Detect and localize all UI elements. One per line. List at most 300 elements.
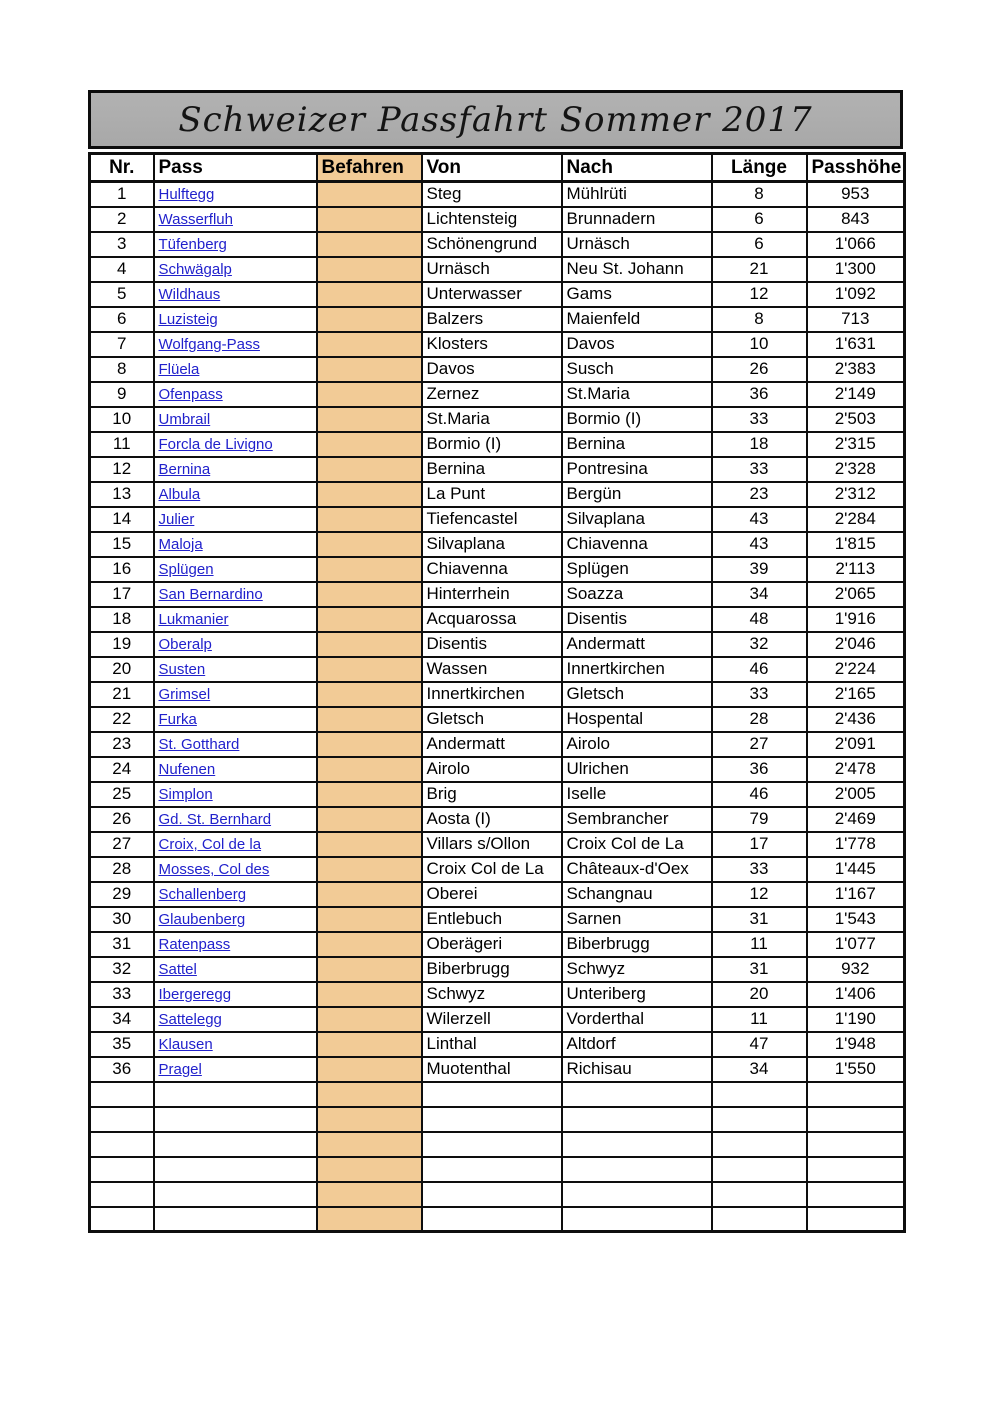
pass-link[interactable]: Tüfenberg <box>158 236 227 253</box>
nr-cell <box>90 1082 154 1107</box>
nach-cell: Neu St. Johann <box>562 257 712 282</box>
von-cell <box>422 1207 562 1232</box>
laenge-cell: 34 <box>712 582 807 607</box>
pass-link[interactable]: Ibergeregg <box>158 986 232 1003</box>
passhoehe-cell: 1'631 <box>807 332 905 357</box>
pass-link[interactable]: Splügen <box>158 561 214 578</box>
befahren-cell[interactable] <box>317 482 422 507</box>
nr-cell: 28 <box>90 857 154 882</box>
laenge-cell: 27 <box>712 732 807 757</box>
nr-cell <box>90 1157 154 1182</box>
nr-cell <box>90 1207 154 1232</box>
befahren-cell[interactable] <box>317 457 422 482</box>
nach-cell <box>562 1132 712 1157</box>
von-cell: Andermatt <box>422 732 562 757</box>
passhoehe-cell: 1'066 <box>807 232 905 257</box>
nach-cell: Gams <box>562 282 712 307</box>
table-row <box>90 332 905 357</box>
laenge-cell: 17 <box>712 832 807 857</box>
passhoehe-cell: 953 <box>807 182 905 207</box>
nach-cell: Iselle <box>562 782 712 807</box>
nach-cell: Unteriberg <box>562 982 712 1007</box>
passhoehe-cell: 2'469 <box>807 807 905 832</box>
pass-cell <box>154 657 317 682</box>
passhoehe-cell: 2'383 <box>807 357 905 382</box>
table-row <box>90 232 905 257</box>
pass-link[interactable]: Lukmanier <box>158 611 229 628</box>
pass-cell <box>154 457 317 482</box>
table-row <box>90 357 905 382</box>
passhoehe-cell: 2'284 <box>807 507 905 532</box>
table-row <box>90 1107 905 1132</box>
laenge-cell: 43 <box>712 532 807 557</box>
nach-cell: Altdorf <box>562 1032 712 1057</box>
pass-link[interactable]: Furka <box>158 711 197 728</box>
sheet-title-bar <box>88 90 903 149</box>
pass-cell <box>154 1207 317 1232</box>
nach-cell: Davos <box>562 332 712 357</box>
befahren-cell[interactable] <box>317 407 422 432</box>
von-cell: Klosters <box>422 332 562 357</box>
passhoehe-cell: 1'916 <box>807 607 905 632</box>
nach-cell: Susch <box>562 357 712 382</box>
passhoehe-cell: 1'445 <box>807 857 905 882</box>
nach-cell: Innertkirchen <box>562 657 712 682</box>
passhoehe-cell <box>807 1182 905 1207</box>
nr-cell: 30 <box>90 907 154 932</box>
laenge-cell: 28 <box>712 707 807 732</box>
nach-cell: Chiavenna <box>562 532 712 557</box>
von-cell: Balzers <box>422 307 562 332</box>
nr-cell: 20 <box>90 657 154 682</box>
befahren-cell[interactable] <box>317 557 422 582</box>
pass-link[interactable]: Sattel <box>158 961 197 978</box>
pass-link[interactable]: Maloja <box>158 536 203 553</box>
befahren-cell[interactable] <box>317 357 422 382</box>
pass-cell <box>154 507 317 532</box>
pass-link[interactable]: Simplon <box>158 786 213 803</box>
column-header-befahren: Befahren <box>317 154 422 182</box>
table-row <box>90 532 905 557</box>
table-row <box>90 782 905 807</box>
von-cell: Davos <box>422 357 562 382</box>
nr-cell: 2 <box>90 207 154 232</box>
table-row <box>90 257 905 282</box>
befahren-cell[interactable] <box>317 782 422 807</box>
von-cell <box>422 1132 562 1157</box>
nr-cell: 26 <box>90 807 154 832</box>
nr-cell: 25 <box>90 782 154 807</box>
passhoehe-cell: 2'149 <box>807 382 905 407</box>
pass-link[interactable]: Susten <box>158 661 206 678</box>
pass-cell <box>154 632 317 657</box>
column-header-pass: Pass <box>154 154 317 182</box>
befahren-cell[interactable] <box>317 432 422 457</box>
table-row <box>90 282 905 307</box>
befahren-cell[interactable] <box>317 657 422 682</box>
laenge-cell: 6 <box>712 232 807 257</box>
nach-cell: Gletsch <box>562 682 712 707</box>
passhoehe-cell: 1'948 <box>807 1032 905 1057</box>
nr-cell: 27 <box>90 832 154 857</box>
table-row <box>90 432 905 457</box>
von-cell: Urnäsch <box>422 257 562 282</box>
passhoehe-cell: 2'224 <box>807 657 905 682</box>
nach-cell <box>562 1107 712 1132</box>
befahren-cell[interactable] <box>317 807 422 832</box>
nr-cell: 35 <box>90 1032 154 1057</box>
nr-cell: 16 <box>90 557 154 582</box>
befahren-cell[interactable] <box>317 507 422 532</box>
table-row <box>90 682 905 707</box>
pass-cell <box>154 1007 317 1032</box>
pass-link[interactable]: Forcla de Livigno <box>158 436 273 453</box>
von-cell: Muotenthal <box>422 1057 562 1082</box>
laenge-cell: 39 <box>712 557 807 582</box>
table-row <box>90 382 905 407</box>
nach-cell: Ulrichen <box>562 757 712 782</box>
laenge-cell: 32 <box>712 632 807 657</box>
pass-link[interactable]: Glaubenberg <box>158 911 246 928</box>
laenge-cell: 20 <box>712 982 807 1007</box>
table-row <box>90 482 905 507</box>
table-row <box>90 907 905 932</box>
pass-cell <box>154 207 317 232</box>
von-cell: Entlebuch <box>422 907 562 932</box>
pass-cell <box>154 382 317 407</box>
passhoehe-cell: 1'190 <box>807 1007 905 1032</box>
table-row <box>90 1032 905 1057</box>
nach-cell: Brunnadern <box>562 207 712 232</box>
laenge-cell: 47 <box>712 1032 807 1057</box>
laenge-cell <box>712 1082 807 1107</box>
passhoehe-cell: 2'113 <box>807 557 905 582</box>
pass-link[interactable]: Bernina <box>158 461 211 478</box>
pass-link[interactable]: Ofenpass <box>158 386 223 403</box>
laenge-cell: 48 <box>712 607 807 632</box>
laenge-cell: 12 <box>712 282 807 307</box>
befahren-cell[interactable] <box>317 1157 422 1182</box>
nr-cell: 15 <box>90 532 154 557</box>
laenge-cell: 46 <box>712 782 807 807</box>
befahren-cell[interactable] <box>317 257 422 282</box>
nr-cell: 19 <box>90 632 154 657</box>
pass-cell <box>154 832 317 857</box>
befahren-cell[interactable] <box>317 307 422 332</box>
von-cell <box>422 1157 562 1182</box>
pass-cell <box>154 332 317 357</box>
nach-cell: Vorderthal <box>562 1007 712 1032</box>
nach-cell: Biberbrugg <box>562 932 712 957</box>
nr-cell: 23 <box>90 732 154 757</box>
table-row <box>90 1057 905 1082</box>
nach-cell: Hospental <box>562 707 712 732</box>
nr-cell: 11 <box>90 432 154 457</box>
laenge-cell: 21 <box>712 257 807 282</box>
laenge-cell <box>712 1182 807 1207</box>
pass-cell <box>154 882 317 907</box>
befahren-cell[interactable] <box>317 382 422 407</box>
table-row <box>90 982 905 1007</box>
column-header-passhoehe: Passhöhe <box>807 154 905 182</box>
nr-cell: 9 <box>90 382 154 407</box>
laenge-cell: 12 <box>712 882 807 907</box>
pass-cell <box>154 807 317 832</box>
passhoehe-cell: 2'478 <box>807 757 905 782</box>
von-cell: Wilerzell <box>422 1007 562 1032</box>
table-row <box>90 607 905 632</box>
laenge-cell <box>712 1207 807 1232</box>
von-cell: Schwyz <box>422 982 562 1007</box>
befahren-cell[interactable] <box>317 582 422 607</box>
pass-cell <box>154 407 317 432</box>
pass-link[interactable]: Albula <box>158 486 201 503</box>
pass-table <box>88 152 906 1233</box>
befahren-cell[interactable] <box>317 232 422 257</box>
table-row <box>90 407 905 432</box>
befahren-cell[interactable] <box>317 182 422 207</box>
nr-cell: 33 <box>90 982 154 1007</box>
laenge-cell: 33 <box>712 457 807 482</box>
nach-cell: Pontresina <box>562 457 712 482</box>
pass-cell <box>154 1157 317 1182</box>
befahren-cell[interactable] <box>317 282 422 307</box>
nach-cell: Croix Col de La <box>562 832 712 857</box>
passhoehe-cell: 2'005 <box>807 782 905 807</box>
von-cell: Silvaplana <box>422 532 562 557</box>
passhoehe-cell: 1'167 <box>807 882 905 907</box>
pass-link[interactable]: Sattelegg <box>158 1011 222 1028</box>
nr-cell: 6 <box>90 307 154 332</box>
befahren-cell[interactable] <box>317 607 422 632</box>
nr-cell: 13 <box>90 482 154 507</box>
nach-cell <box>562 1207 712 1232</box>
befahren-cell[interactable] <box>317 982 422 1007</box>
von-cell <box>422 1082 562 1107</box>
befahren-cell[interactable] <box>317 682 422 707</box>
pass-link[interactable]: Gd. St. Bernhard <box>158 811 272 828</box>
pass-cell <box>154 1057 317 1082</box>
table-row <box>90 707 905 732</box>
table-row <box>90 632 905 657</box>
von-cell: La Punt <box>422 482 562 507</box>
von-cell: Unterwasser <box>422 282 562 307</box>
table-row <box>90 1182 905 1207</box>
nach-cell: Sembrancher <box>562 807 712 832</box>
befahren-cell[interactable] <box>317 207 422 232</box>
pass-cell <box>154 432 317 457</box>
befahren-cell[interactable] <box>317 1057 422 1082</box>
pass-link[interactable]: San Bernardino <box>158 586 263 603</box>
pass-link[interactable]: Pragel <box>158 1061 202 1078</box>
pass-link[interactable]: Wasserfluh <box>158 211 233 228</box>
von-cell: Bernina <box>422 457 562 482</box>
befahren-cell[interactable] <box>317 1082 422 1107</box>
von-cell: Airolo <box>422 757 562 782</box>
nach-cell: Mühlrüti <box>562 182 712 207</box>
laenge-cell: 23 <box>712 482 807 507</box>
befahren-cell[interactable] <box>317 882 422 907</box>
passhoehe-cell: 713 <box>807 307 905 332</box>
laenge-cell: 31 <box>712 957 807 982</box>
pass-cell <box>154 532 317 557</box>
table-row <box>90 507 905 532</box>
nr-cell: 24 <box>90 757 154 782</box>
von-cell: Brig <box>422 782 562 807</box>
laenge-cell: 79 <box>712 807 807 832</box>
pass-cell <box>154 232 317 257</box>
von-cell: Zernez <box>422 382 562 407</box>
pass-sheet <box>88 90 903 1233</box>
befahren-cell[interactable] <box>317 857 422 882</box>
nr-cell: 1 <box>90 182 154 207</box>
table-row <box>90 1207 905 1232</box>
table-body <box>90 182 905 1232</box>
nr-cell <box>90 1182 154 1207</box>
laenge-cell: 33 <box>712 407 807 432</box>
passhoehe-cell: 1'406 <box>807 982 905 1007</box>
pass-cell <box>154 857 317 882</box>
nr-cell: 3 <box>90 232 154 257</box>
von-cell <box>422 1107 562 1132</box>
befahren-cell[interactable] <box>317 1032 422 1057</box>
von-cell: Aosta (I) <box>422 807 562 832</box>
pass-link[interactable]: Schallenberg <box>158 886 247 903</box>
laenge-cell <box>712 1132 807 1157</box>
table-row <box>90 657 905 682</box>
befahren-cell[interactable] <box>317 907 422 932</box>
nach-cell: Andermatt <box>562 632 712 657</box>
pass-link[interactable]: Julier <box>158 511 195 528</box>
laenge-cell: 43 <box>712 507 807 532</box>
von-cell: Oberägeri <box>422 932 562 957</box>
laenge-cell: 6 <box>712 207 807 232</box>
pass-link[interactable]: Schwägalp <box>158 261 232 278</box>
table-row <box>90 807 905 832</box>
pass-cell <box>154 307 317 332</box>
pass-cell <box>154 957 317 982</box>
pass-link[interactable]: Croix, Col de la <box>158 836 262 853</box>
passhoehe-cell: 2'315 <box>807 432 905 457</box>
table-row <box>90 582 905 607</box>
pass-link[interactable]: Wildhaus <box>158 286 221 303</box>
befahren-cell[interactable] <box>317 1207 422 1232</box>
pass-link[interactable]: Flüela <box>158 361 200 378</box>
table-row <box>90 182 905 207</box>
pass-link[interactable]: Luzisteig <box>158 311 218 328</box>
table-row <box>90 557 905 582</box>
befahren-cell[interactable] <box>317 1182 422 1207</box>
nr-cell: 21 <box>90 682 154 707</box>
pass-link[interactable]: Hulftegg <box>158 186 215 204</box>
table-row <box>90 457 905 482</box>
pass-link[interactable]: Umbrail <box>158 411 211 428</box>
befahren-cell[interactable] <box>317 707 422 732</box>
laenge-cell: 34 <box>712 1057 807 1082</box>
passhoehe-cell: 2'503 <box>807 407 905 432</box>
nr-cell: 8 <box>90 357 154 382</box>
nr-cell: 31 <box>90 932 154 957</box>
nr-cell: 34 <box>90 1007 154 1032</box>
befahren-cell[interactable] <box>317 732 422 757</box>
nach-cell: Disentis <box>562 607 712 632</box>
nach-cell: Airolo <box>562 732 712 757</box>
von-cell: St.Maria <box>422 407 562 432</box>
nach-cell: Urnäsch <box>562 232 712 257</box>
passhoehe-cell: 2'436 <box>807 707 905 732</box>
von-cell: Gletsch <box>422 707 562 732</box>
nach-cell: Richisau <box>562 1057 712 1082</box>
table-row <box>90 857 905 882</box>
pass-link[interactable]: St. Gotthard <box>158 736 240 753</box>
befahren-cell[interactable] <box>317 832 422 857</box>
laenge-cell: 10 <box>712 332 807 357</box>
column-header-von: Von <box>422 154 562 182</box>
befahren-cell[interactable] <box>317 957 422 982</box>
befahren-cell[interactable] <box>317 1007 422 1032</box>
table-row <box>90 1007 905 1032</box>
nach-cell: Schangnau <box>562 882 712 907</box>
column-header-nach: Nach <box>562 154 712 182</box>
befahren-cell[interactable] <box>317 532 422 557</box>
passhoehe-cell <box>807 1207 905 1232</box>
befahren-cell[interactable] <box>317 632 422 657</box>
pass-cell <box>154 257 317 282</box>
nach-cell: Bormio (I) <box>562 407 712 432</box>
nr-cell: 14 <box>90 507 154 532</box>
von-cell: Bormio (I) <box>422 432 562 457</box>
table-row <box>90 307 905 332</box>
befahren-cell[interactable] <box>317 757 422 782</box>
pass-link[interactable]: Ratenpass <box>158 936 231 953</box>
laenge-cell: 31 <box>712 907 807 932</box>
nr-cell: 22 <box>90 707 154 732</box>
pass-link[interactable]: Grimsel <box>158 686 211 703</box>
passhoehe-cell: 1'543 <box>807 907 905 932</box>
pass-cell <box>154 357 317 382</box>
befahren-cell[interactable] <box>317 1132 422 1157</box>
passhoehe-cell: 1'815 <box>807 532 905 557</box>
pass-link[interactable]: Klausen <box>158 1036 213 1053</box>
passhoehe-cell: 843 <box>807 207 905 232</box>
pass-link[interactable]: Oberalp <box>158 636 212 653</box>
pass-cell <box>154 282 317 307</box>
befahren-cell[interactable] <box>317 932 422 957</box>
von-cell: Schönengrund <box>422 232 562 257</box>
pass-link[interactable]: Wolfgang-Pass <box>158 336 260 353</box>
pass-link[interactable]: Nufenen <box>158 761 216 778</box>
column-header-nr: Nr. <box>90 154 154 182</box>
nr-cell: 18 <box>90 607 154 632</box>
nr-cell: 12 <box>90 457 154 482</box>
passhoehe-cell: 2'065 <box>807 582 905 607</box>
von-cell: Wassen <box>422 657 562 682</box>
nr-cell: 7 <box>90 332 154 357</box>
nach-cell: Schwyz <box>562 957 712 982</box>
befahren-cell[interactable] <box>317 1107 422 1132</box>
befahren-cell[interactable] <box>317 332 422 357</box>
pass-link[interactable]: Mosses, Col des <box>158 861 270 878</box>
nr-cell <box>90 1107 154 1132</box>
table-row <box>90 1082 905 1107</box>
nr-cell: 32 <box>90 957 154 982</box>
von-cell: Tiefencastel <box>422 507 562 532</box>
pass-cell <box>154 907 317 932</box>
passhoehe-cell: 2'091 <box>807 732 905 757</box>
table-row <box>90 757 905 782</box>
pass-cell <box>154 1032 317 1057</box>
passhoehe-cell: 1'778 <box>807 832 905 857</box>
